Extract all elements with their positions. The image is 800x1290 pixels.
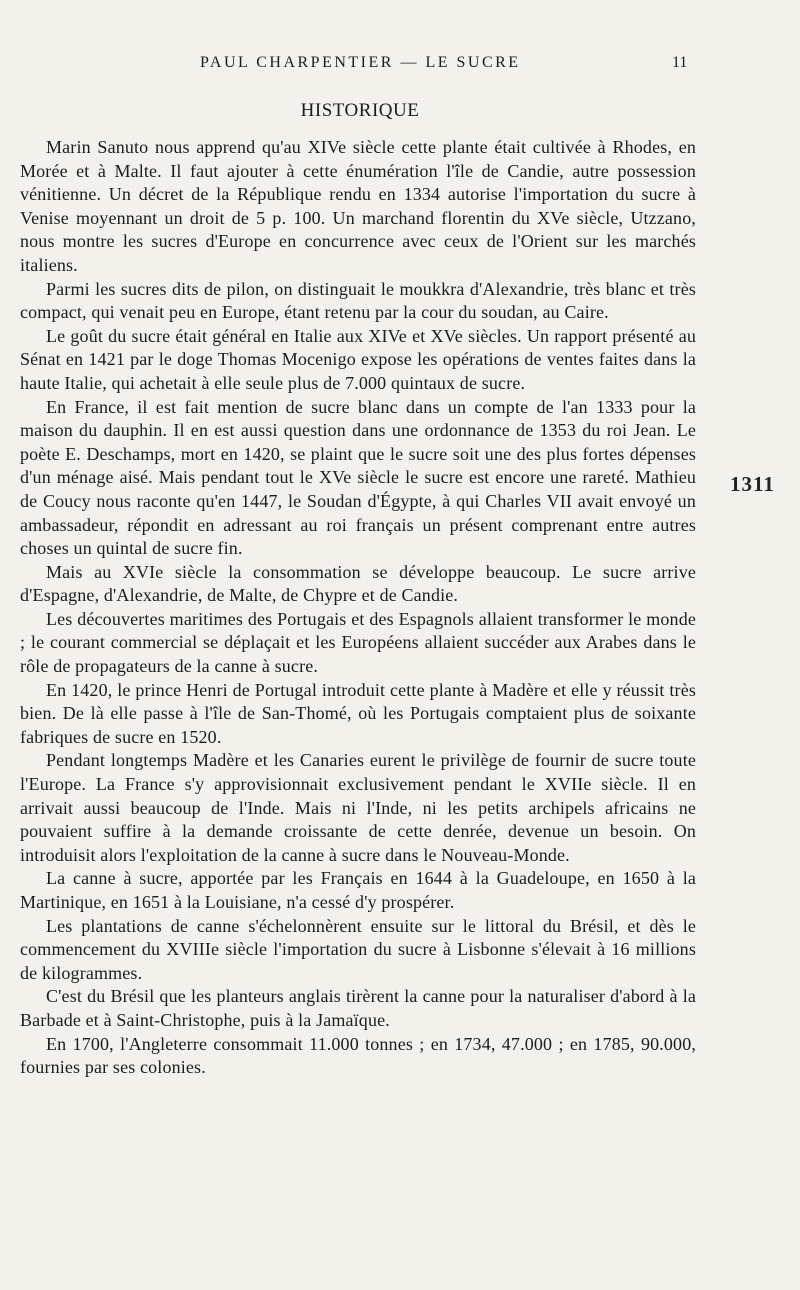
paragraph: C'est du Brésil que les planteurs anglais tirèrent la canne pour la naturaliser d'abord à la Barbade et à Saint-Christophe, puis à la Jamaïque. (20, 986, 696, 1030)
handwritten-margin-note: 1311 (730, 472, 775, 496)
paragraph: En 1700, l'Angleterre consommait 11.000 tonnes ; en 1734, 47.000 ; en 1785, 90.000, fournies par ses colonies. (20, 1033, 696, 1078)
section-title: HISTORIQUE (300, 100, 420, 121)
paragraph: En France, il est fait mention de sucre blanc dans un compte de l'an 1333 pour la maison du dauphin. Il en est aussi question dans une ordonnance de 1353 du roi Jean. Le poète E. Deschamps, mort en 1420, se plaint que le sucre soit une des plus fortes dépenses d'un ménage aisé. Mais pendant tout le XVe siècle le sucre est encore une rareté. Mathieu de Coucy nous raconte qu'en 1447, le Soudan d'Égypte, à qui Charles VII avait envoyé un ambassadeur, répondit en adressant au roi français un présent comprenant entre autres choses un quintal de sucre fin. (20, 396, 696, 559)
paragraph: Les découvertes maritimes des Portugais et des Espagnols allaient transformer le monde ; le courant commercial se déplaçait et les Européens allaient succéder aux Arabes dans le rôle de propagateurs de la canne à sucre. (20, 608, 696, 677)
page-number: 11 (672, 54, 688, 71)
paragraph: Mais au XVIe siècle la consommation se développe beaucoup. Le sucre arrive d'Espagne, d'Alexandrie, de Malte, de Chypre et de Candie. (20, 561, 696, 606)
paragraph: Pendant longtemps Madère et les Canaries eurent le privilège de fournir de sucre toute l'Europe. La France s'y approvisionnait exclusivement pendant le XVIIe siècle. Il en arrivait aussi beaucoup de l'Inde. Mais ni l'Inde, ni les petits archipels africains ne pouvaient suffire à la demande croissante de cette denrée, devenue un besoin. On introduisit alors l'exploitation de la canne à sucre dans le Nouveau-Monde. (20, 750, 696, 865)
body-text (20, 136, 696, 1080)
running-head (0, 50, 800, 76)
paragraph: La canne à sucre, apportée par les Français en 1644 à la Guadeloupe, en 1650 à la Martinique, en 1651 à la Louisiane, n'a cessé d'y prospérer. (20, 868, 696, 912)
paragraph: Le goût du sucre était général en Italie aux XIVe et XVe siècles. Un rapport présenté au Sénat en 1421 par le doge Thomas Mocenigo expose les opérations de ventes faites dans la haute Italie, qui achetait à elle seule plus de 7.000 quintaux de sucre. (20, 325, 696, 393)
paragraph: Marin Sanuto nous apprend qu'au XIVe siècle cette plante était cultivée à Rhodes, en Morée et à Malte. Il faut ajouter à cette énumération l'île de Candie, autre possession vénitienne. Un décret de la République rendu en 1334 autorise l'importation du sucre à Venise moyennant un droit de 5 p. 100. Un marchand florentin du XVe siècle, Utzzano, nous montre les sucres d'Europe en concurrence avec ceux de l'Orient sur les marchés italiens. (20, 137, 696, 275)
paragraph: Les plantations de canne s'échelonnèrent ensuite sur le littoral du Brésil, et dès le commencement du XVIIIe siècle l'importation du sucre à Lisbonne s'élevait à 16 millions de kilogrammes. (20, 915, 696, 983)
paragraph: En 1420, le prince Henri de Portugal introduit cette plante à Madère et elle y réussit très bien. De là elle passe à l'île de San-Thomé, où les Portugais comptaient plus de soixante fabriques de sucre en 1520. (20, 679, 696, 747)
paragraph: Parmi les sucres dits de pilon, on distinguait le moukkra d'Alexandrie, très blanc et très compact, qui venait peu en Europe, étant retenu par la cour du soudan, au Caire. (20, 278, 696, 323)
running-title: PAUL CHARPENTIER — LE SUCRE (200, 54, 521, 71)
